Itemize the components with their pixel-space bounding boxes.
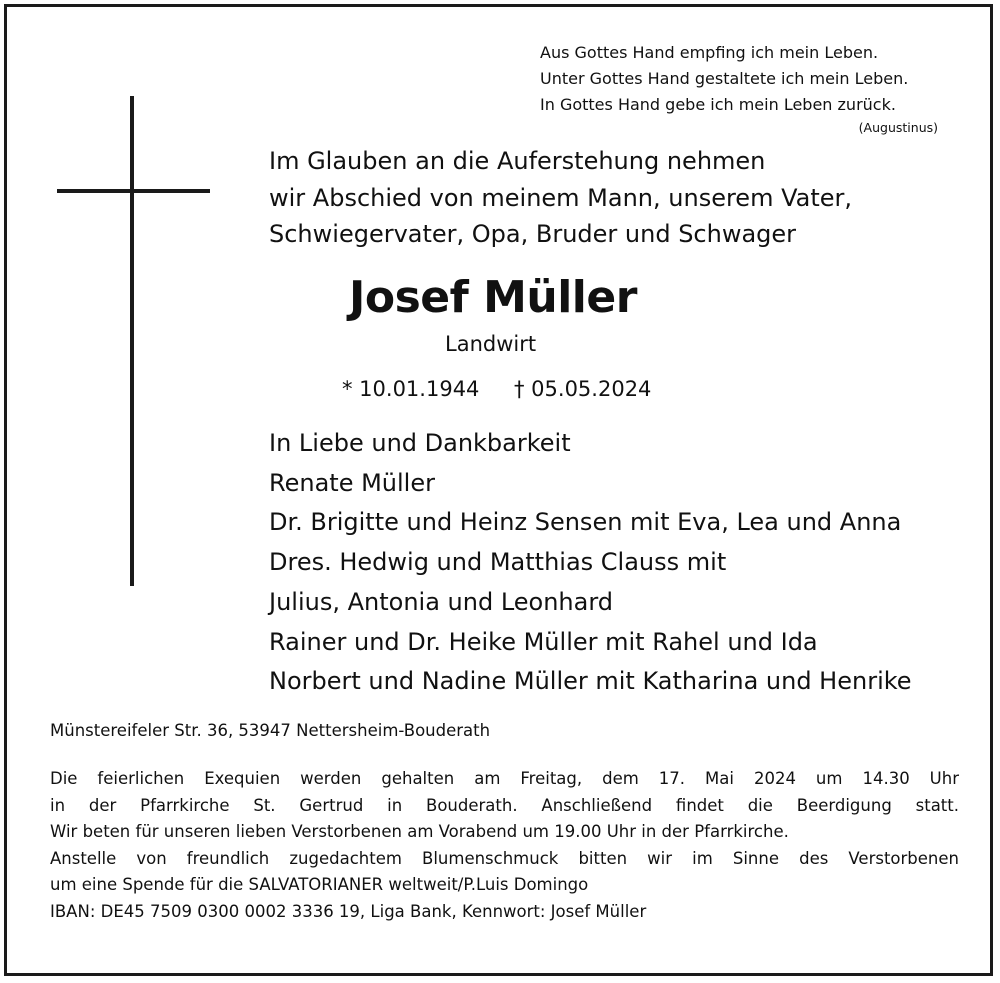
quote-source: (Augustinus) bbox=[858, 120, 938, 135]
mourner-line: Rainer und Dr. Heike Müller mit Rahel und Ida bbox=[269, 627, 818, 656]
family-address: Münstereifeler Str. 36, 53947 Nettersheim-Bouderath bbox=[50, 721, 491, 740]
notice-line: Wir beten für unseren lieben Verstorbenen am Vorabend um 19.00 Uhr in der Pfarrkirche. bbox=[50, 822, 789, 841]
quote-line: In Gottes Hand gebe ich mein Leben zurück. bbox=[540, 95, 896, 114]
notice-line: Anstelle von freundlich zugedachtem Blumenschmuck bitten wir im Sinne des Verstorbenen bbox=[50, 848, 959, 868]
quote-line: Aus Gottes Hand empfing ich mein Leben. bbox=[540, 43, 879, 62]
notice-line: Die feierlichen Exequien werden gehalten am Freitag, dem 17. Mai 2024 um 14.30 Uhr bbox=[50, 769, 959, 788]
bible-quote bbox=[540, 40, 908, 118]
mourners-list bbox=[269, 424, 912, 702]
notice-line: um eine Spende für die SALVATORIANER weltweit/P.Luis Domingo bbox=[50, 875, 589, 894]
intro-text bbox=[269, 143, 852, 253]
deceased-name: Josef Müller bbox=[349, 272, 637, 323]
notice-line: in der Pfarrkirche St. Gertrud in Bouderath. Anschließend findet die Beerdigung statt. bbox=[50, 795, 959, 815]
mourner-line: Dr. Brigitte und Heinz Sensen mit Eva, Lea und Anna bbox=[269, 508, 902, 537]
cross-icon bbox=[130, 96, 134, 586]
death-date: † 05.05.2024 bbox=[514, 377, 652, 401]
deceased-occupation: Landwirt bbox=[445, 332, 537, 356]
intro-line: wir Abschied von meinem Mann, unserem Vater, bbox=[269, 183, 853, 212]
quote-line: Unter Gottes Hand gestaltete ich mein Leben. bbox=[540, 69, 909, 88]
intro-line: Im Glauben an die Auferstehung nehmen bbox=[269, 147, 766, 175]
notice-line: IBAN: DE45 7509 0300 0002 3336 19, Liga Bank, Kennwort: Josef Müller bbox=[50, 901, 647, 921]
mourner-line: Renate Müller bbox=[269, 468, 435, 497]
birth-date: * 10.01.1944 bbox=[342, 377, 480, 401]
mourner-line: In Liebe und Dankbarkeit bbox=[269, 429, 571, 457]
mourner-line: Julius, Antonia und Leonhard bbox=[269, 587, 614, 616]
intro-line: Schwiegervater, Opa, Bruder und Schwager bbox=[269, 220, 797, 248]
mourner-line: Norbert und Nadine Müller mit Katharina und Henrike bbox=[269, 667, 912, 696]
mourner-line: Dres. Hedwig und Matthias Clauss mit bbox=[269, 548, 727, 577]
cross-icon-bar bbox=[57, 189, 210, 193]
funeral-notice bbox=[50, 766, 959, 925]
